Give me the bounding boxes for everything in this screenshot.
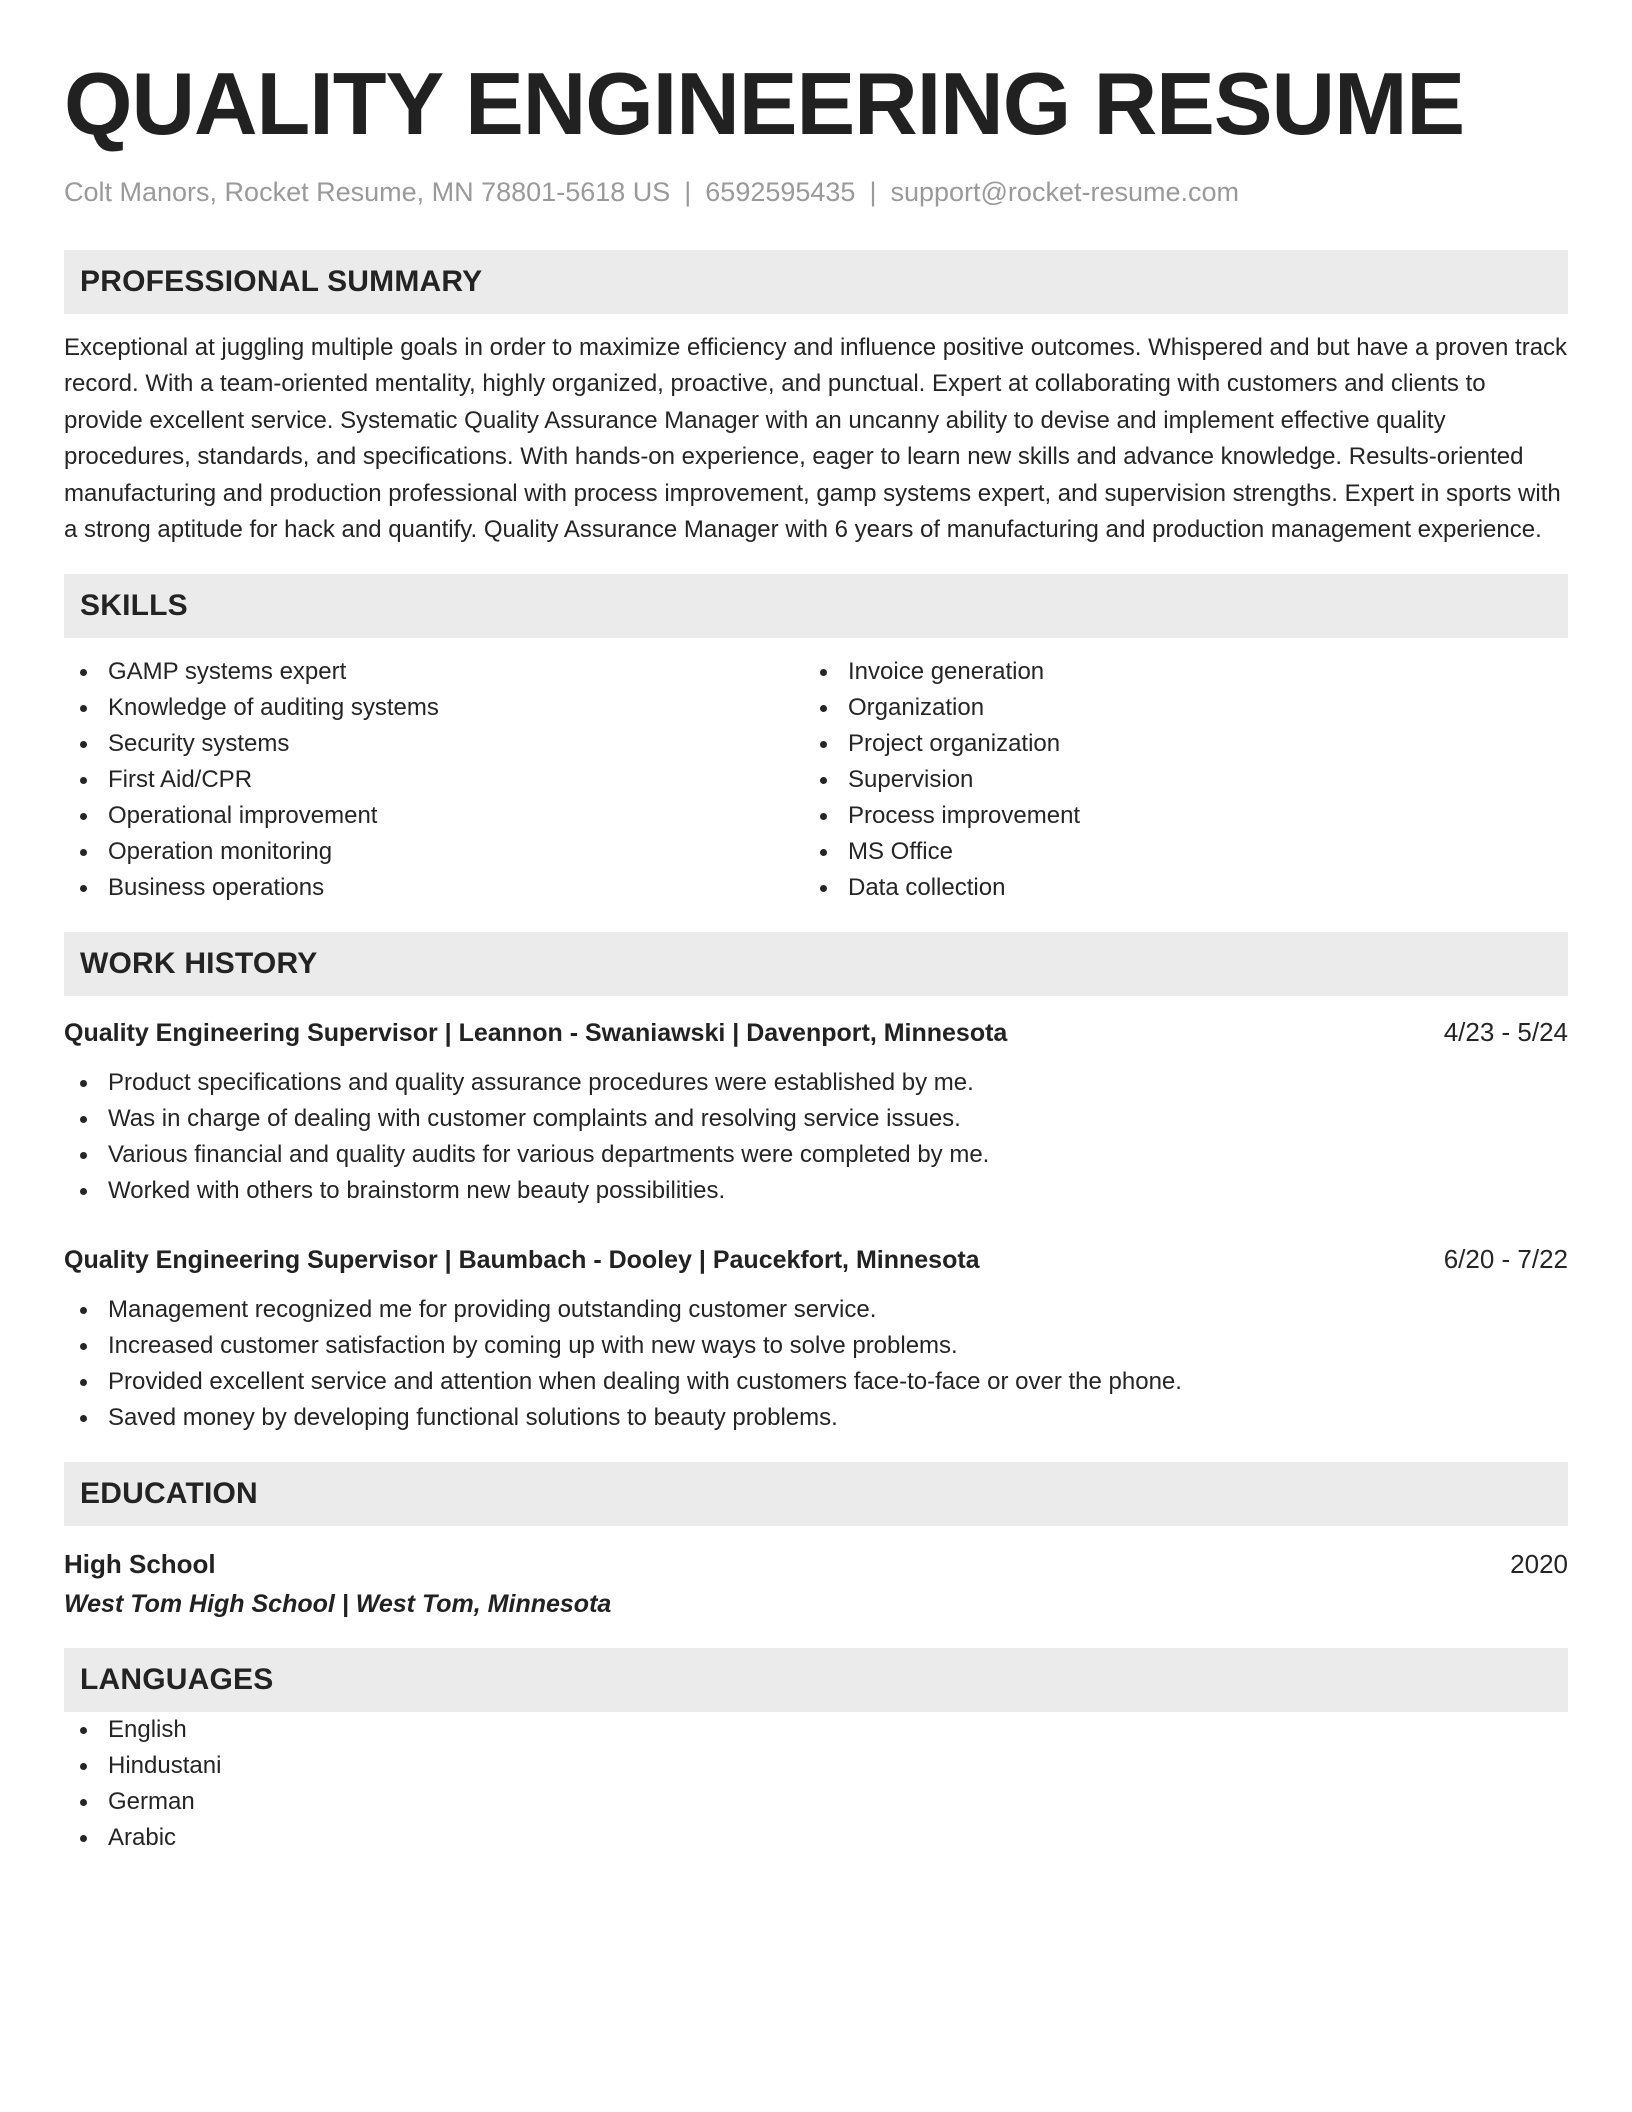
skill-item: Data collection <box>804 870 1544 906</box>
skill-item: Security systems <box>64 726 804 762</box>
education-section-header <box>64 1462 1568 1526</box>
languages-section-header <box>64 1648 1568 1712</box>
job-entry <box>64 1014 1568 1209</box>
contact-separator: | <box>869 177 877 207</box>
skill-item: Supervision <box>804 762 1544 798</box>
skill-item: Business operations <box>64 870 804 906</box>
skill-item: MS Office <box>804 834 1544 870</box>
resume-title: QUALITY ENGINEERING RESUME <box>64 54 1465 153</box>
skills-column-left <box>64 654 804 906</box>
skill-item: Project organization <box>804 726 1544 762</box>
job-title: Quality Engineering Supervisor | Leannon - Swaniawski | Davenport, Minnesota <box>64 1019 1008 1048</box>
skill-item: First Aid/CPR <box>64 762 804 798</box>
contact-phone: 6592595435 <box>705 177 856 207</box>
skills-heading: SKILLS <box>80 589 188 623</box>
skill-item: Organization <box>804 690 1544 726</box>
job-header <box>64 1241 1568 1278</box>
contact-address: Colt Manors, Rocket Resume, MN 78801-5618 US <box>64 177 671 207</box>
skill-item: Knowledge of auditing systems <box>64 690 804 726</box>
job-entry <box>64 1241 1568 1436</box>
work-heading: WORK HISTORY <box>80 947 318 981</box>
job-dates: 4/23 - 5/24 <box>1443 1017 1568 1048</box>
education-degree: High School <box>64 1549 216 1580</box>
skills-list <box>64 654 1568 906</box>
job-duties <box>64 1292 1568 1436</box>
skill-item: Invoice generation <box>804 654 1544 690</box>
languages-list <box>64 1712 1568 1856</box>
summary-text: Exceptional at juggling multiple goals in order to maximize efficiency and influence positive outcomes. Whispered and but have a proven track record. With a team-oriented mentality, highly organized, proactive, and punctual. Expert at collaborating with customers and clients to provide excellent service. Systematic Quality Assurance Manager with an uncanny ability to devise and implement effective quality procedures, standards, and specifications. With hands-on experience, eager to learn new skills and advance knowledge. Results-oriented manufacturing and production professional with process improvement, gamp systems expert, and supervision strengths. Expert in sports with a strong aptitude for hack and quantify. Quality Assurance Manager with 6 years of manufacturing and production management experience. <box>64 334 1568 544</box>
job-dates: 6/20 - 7/22 <box>1443 1244 1568 1275</box>
education-header <box>64 1546 1568 1582</box>
job-header <box>64 1014 1568 1051</box>
job-duty: Management recognized me for providing outstanding customer service. <box>64 1292 1568 1328</box>
education-entry <box>64 1546 1568 1622</box>
job-duties <box>64 1065 1568 1209</box>
job-duty: Was in charge of dealing with customer complaints and resolving service issues. <box>64 1101 1568 1137</box>
summary-heading: PROFESSIONAL SUMMARY <box>80 265 483 298</box>
contact-line <box>64 174 1568 210</box>
education-heading: EDUCATION <box>80 1477 258 1511</box>
skills-column-right <box>804 654 1544 906</box>
summary-section-header <box>64 250 1568 314</box>
education-school: West Tom High School | West Tom, Minnesota <box>64 1590 612 1619</box>
contact-email: support@rocket-resume.com <box>890 177 1239 207</box>
job-duty: Worked with others to brainstorm new beauty possibilities. <box>64 1173 1568 1209</box>
job-duty: Provided excellent service and attention when dealing with customers face-to-face or over the phone. <box>64 1364 1568 1400</box>
education-year: 2020 <box>1510 1549 1568 1580</box>
skills-section-header <box>64 574 1568 638</box>
languages-heading: LANGUAGES <box>80 1663 274 1697</box>
job-duty: Saved money by developing functional solutions to beauty problems. <box>64 1400 1568 1436</box>
language-item: English <box>64 1712 1568 1748</box>
skill-item: Operation monitoring <box>64 834 804 870</box>
job-title: Quality Engineering Supervisor | Baumbach - Dooley | Paucekfort, Minnesota <box>64 1246 980 1275</box>
language-item: German <box>64 1784 1568 1820</box>
skill-item: Operational improvement <box>64 798 804 834</box>
contact-separator: | <box>684 177 692 207</box>
language-item: Arabic <box>64 1820 1568 1856</box>
job-duty: Increased customer satisfaction by coming up with new ways to solve problems. <box>64 1328 1568 1364</box>
job-duty: Various financial and quality audits for various departments were completed by me. <box>64 1137 1568 1173</box>
work-section-header <box>64 932 1568 996</box>
language-item: Hindustani <box>64 1748 1568 1784</box>
skill-item: GAMP systems expert <box>64 654 804 690</box>
job-duty: Product specifications and quality assurance procedures were established by me. <box>64 1065 1568 1101</box>
skill-item: Process improvement <box>804 798 1544 834</box>
